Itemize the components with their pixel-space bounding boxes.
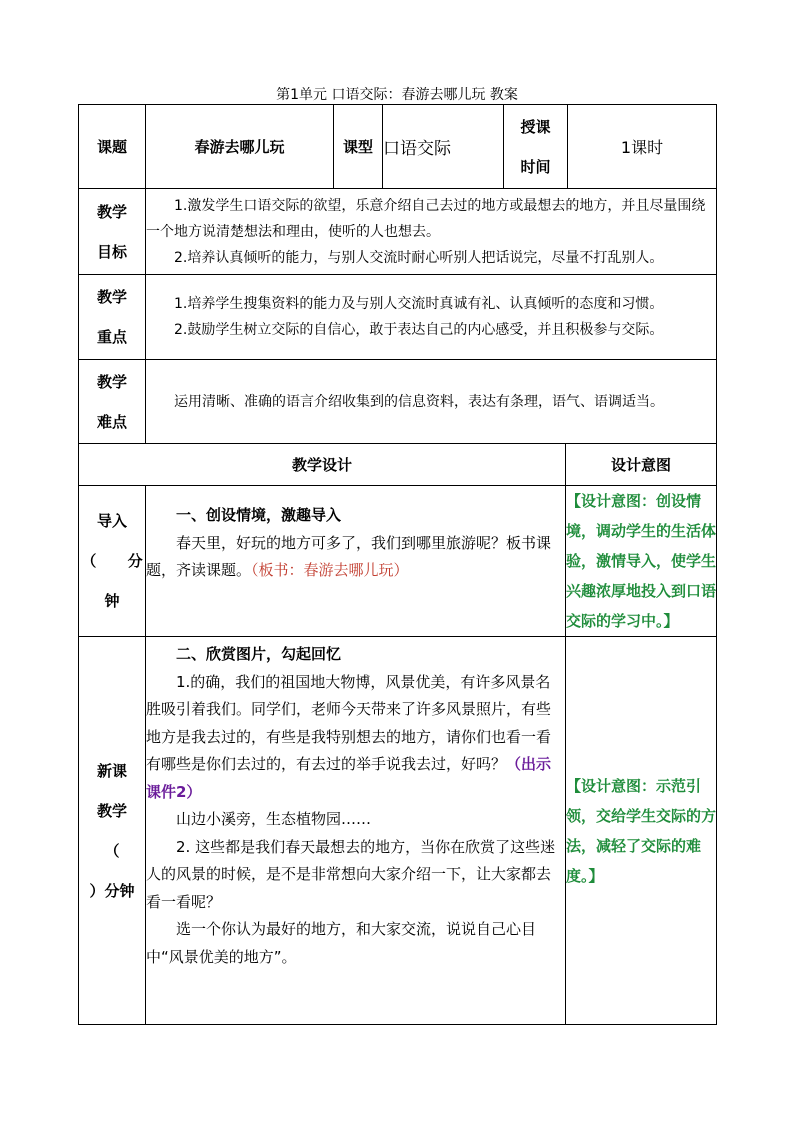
key-points-content — [146, 275, 717, 360]
time-label: 授课 时间 — [504, 105, 568, 189]
goals-content — [146, 189, 717, 275]
key-point-line-2: 2.鼓励学生树立交际的自信心，敢于表达自己的内心感受，并且积极参与交际。 — [174, 322, 664, 338]
new-lesson-p4: 选一个你认为最好的地方，和大家交流，说说自己心目中“风景优美的地方”。 — [146, 920, 537, 966]
difficulties-label: 教学 难点 — [79, 360, 146, 444]
new-lesson-p3: 2. 这些都是我们春天最想去的地方，当你在欣赏了这些迷人的风景的时候，是不是非常想向大家介绍一下，让大家都去看一看呢？ — [146, 837, 556, 911]
header-row — [79, 105, 717, 189]
design-header-row — [79, 444, 717, 486]
new-lesson-p2: 山边小溪旁，生态植物园…… — [176, 810, 372, 828]
key-point-line-1: 1.培养学生搜集资料的能力及与别人交流时真诚有礼、认真倾听的态度和习惯。 — [174, 296, 664, 312]
key-points-label: 教学 重点 — [79, 275, 146, 360]
intro-heading: 一、创设情境，激趣导入 — [176, 506, 342, 524]
design-intent-header: 设计意图 — [566, 444, 717, 486]
teaching-design-header: 教学设计 — [79, 444, 566, 486]
intro-intent: 【设计意图：创设情境，调动学生的生活体验，激情导入，使学生兴趣浓厚地投入到口语交际的学习中。】 — [566, 486, 717, 637]
goals-row — [79, 189, 717, 275]
new-lesson-p1: 1.的确，我们的祖国地大物博，风景优美，有许多风景名胜吸引着我们。同学们，老师今天带来了许多风景照片，有些地方是我去过的，有些是我特别想去的地方，请你们也看一看有哪些是你们去过的，有去过的举手说我去过，好吗？（出示课件2） — [146, 672, 552, 801]
new-lesson-content — [146, 637, 566, 1025]
goals-line-2: 2.培养认真倾听的能力，与别人交流时耐心听别人把话说完，尽量不打乱别人。 — [174, 249, 664, 266]
key-points-row — [79, 275, 717, 360]
topic-value: 春游去哪儿玩 — [146, 105, 334, 189]
difficulties-content — [146, 360, 717, 444]
difficulties-text: 运用清晰、准确的语言介绍收集到的信息资料，表达有条理，语气、语调适当。 — [174, 393, 664, 410]
type-value: 口语交际 — [383, 105, 504, 189]
topic-label: 课题 — [79, 105, 146, 189]
new-lesson-heading: 二、欣赏图片，勾起回忆 — [176, 645, 342, 663]
intro-board-note: （板书：春游去哪儿玩） — [251, 561, 409, 579]
intro-label: 导入 （ 分 钟 — [79, 486, 146, 637]
intro-text: 春天里，好玩的地方可多了，我们到哪里旅游呢？板书课题，齐读课题。（板书：春游去哪儿玩） — [146, 533, 552, 579]
courseware-note: （出示课件2） — [146, 755, 552, 801]
new-lesson-intent: 【设计意图：示范引领，交给学生交际的方法，减轻了交际的难度。】 — [566, 637, 717, 1025]
goals-label: 教学 目标 — [79, 189, 146, 275]
difficulties-row — [79, 360, 717, 444]
intro-content — [146, 486, 566, 637]
new-lesson-label: 新课 教学 （ ）分钟 — [79, 637, 146, 1025]
lesson-plan-table — [78, 104, 717, 1025]
type-label: 课型 — [334, 105, 383, 189]
time-value: 1课时 — [568, 105, 717, 189]
document-title: 第1单元 口语交际：春游去哪儿玩 教案 — [276, 87, 518, 103]
intro-row — [79, 486, 717, 637]
goals-line-1: 1.激发学生口语交际的欲望，乐意介绍自己去过的地方或最想去的地方，并且尽量围绕一个地方说清楚想法和理由，使听的人也想去。 — [146, 197, 706, 240]
new-lesson-row — [79, 637, 717, 1025]
